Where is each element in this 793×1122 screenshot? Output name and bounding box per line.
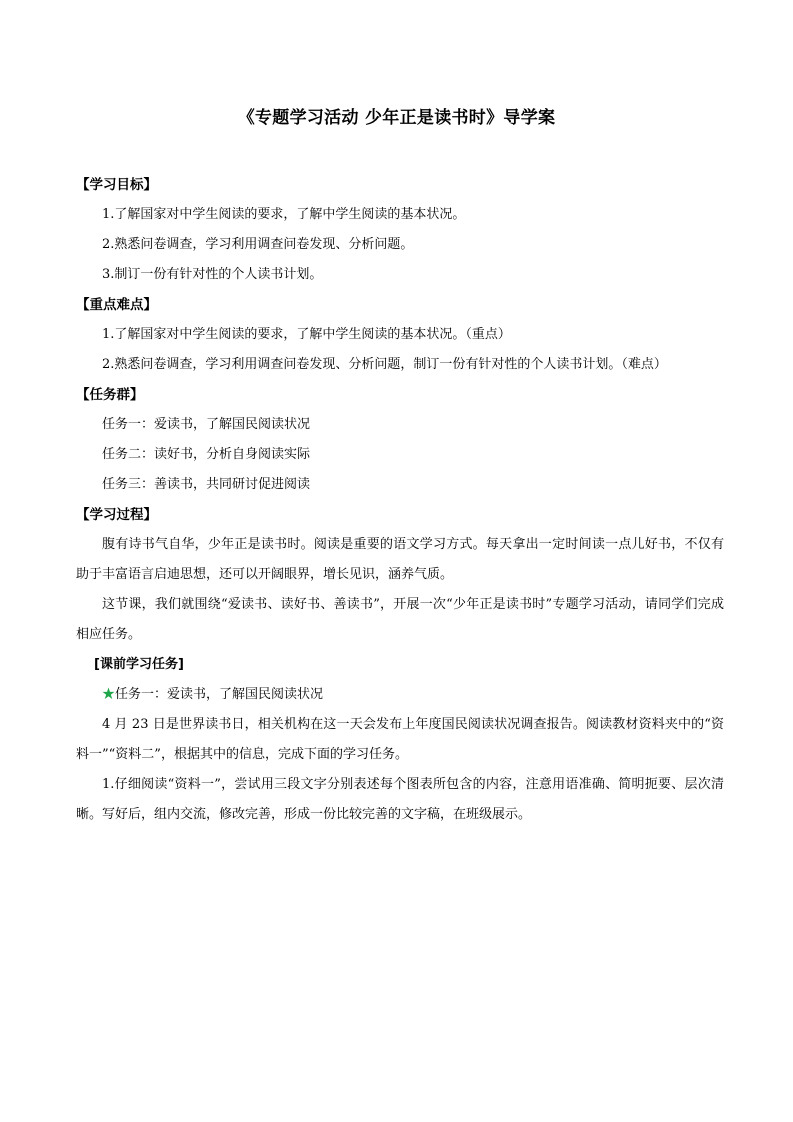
process-heading: 【学习过程】 (76, 507, 157, 523)
objective-item: 2.熟悉问卷调查，学习利用调查问卷发现、分析问题。 (102, 237, 414, 252)
star-icon: ★ (102, 687, 116, 702)
key-points-heading: 【重点难点】 (76, 297, 157, 313)
task-item: 任务一：爱读书，了解国民阅读状况 (102, 417, 311, 432)
objectives-heading: 【学习目标】 (76, 177, 157, 193)
objective-item: 3.制订一份有针对性的个人读书计划。 (102, 267, 323, 282)
task1-paragraph: 4 月 23 日是世界读书日，相关机构在这一天会发布上年度国民阅读状况调查报告。阅读教材资料夹中的“资料一”“资料二”，根据其中的信息，完成下面的学习任务。 (76, 717, 724, 762)
task-item: 任务三：善读书，共同研讨促进阅读 (102, 477, 311, 492)
tasks-heading: 【任务群】 (76, 387, 144, 403)
key-point-item: 1.了解国家对中学生阅读的要求，了解中学生阅读的基本状况。（重点） (102, 327, 511, 342)
task-item: 任务二：读好书，分析自身阅读实际 (102, 447, 311, 462)
process-paragraph: 腹有诗书气自华，少年正是读书时。阅读是重要的语文学习方式。每天拿出一定时间读一点儿好书，不仅有助于丰富语言启迪思想，还可以开阔眼界，增长见识，涵养气质。 (76, 537, 724, 582)
process-paragraph: 这节课，我们就围绕“爱读书、读好书、善读书”，开展一次“少年正是读书时”专题学习活动，请同学们完成相应任务。 (76, 597, 724, 642)
page-title: 《专题学习活动 少年正是读书时》导学案 (237, 108, 556, 128)
task1-label: 任务一：爱读书，了解国民阅读状况 (115, 687, 324, 702)
task1-title (76, 680, 724, 710)
pre-class-heading: [课前学习任务] (94, 657, 184, 672)
key-point-item: 2.熟悉问卷调查，学习利用调查问卷发现、分析问题，制订一份有针对性的个人读书计划。（难点） (102, 357, 667, 372)
objective-item: 1.了解国家对中学生阅读的要求，了解中学生阅读的基本状况。 (102, 207, 466, 222)
document-body (76, 170, 724, 830)
task1-paragraph: 1.仔细阅读“资料一”，尝试用三段文字分别表述每个图表所包含的内容，注意用语准确、简明扼要、层次清晰。写好后，组内交流，修改完善，形成一份比较完善的文字稿，在班级展示。 (76, 777, 724, 822)
